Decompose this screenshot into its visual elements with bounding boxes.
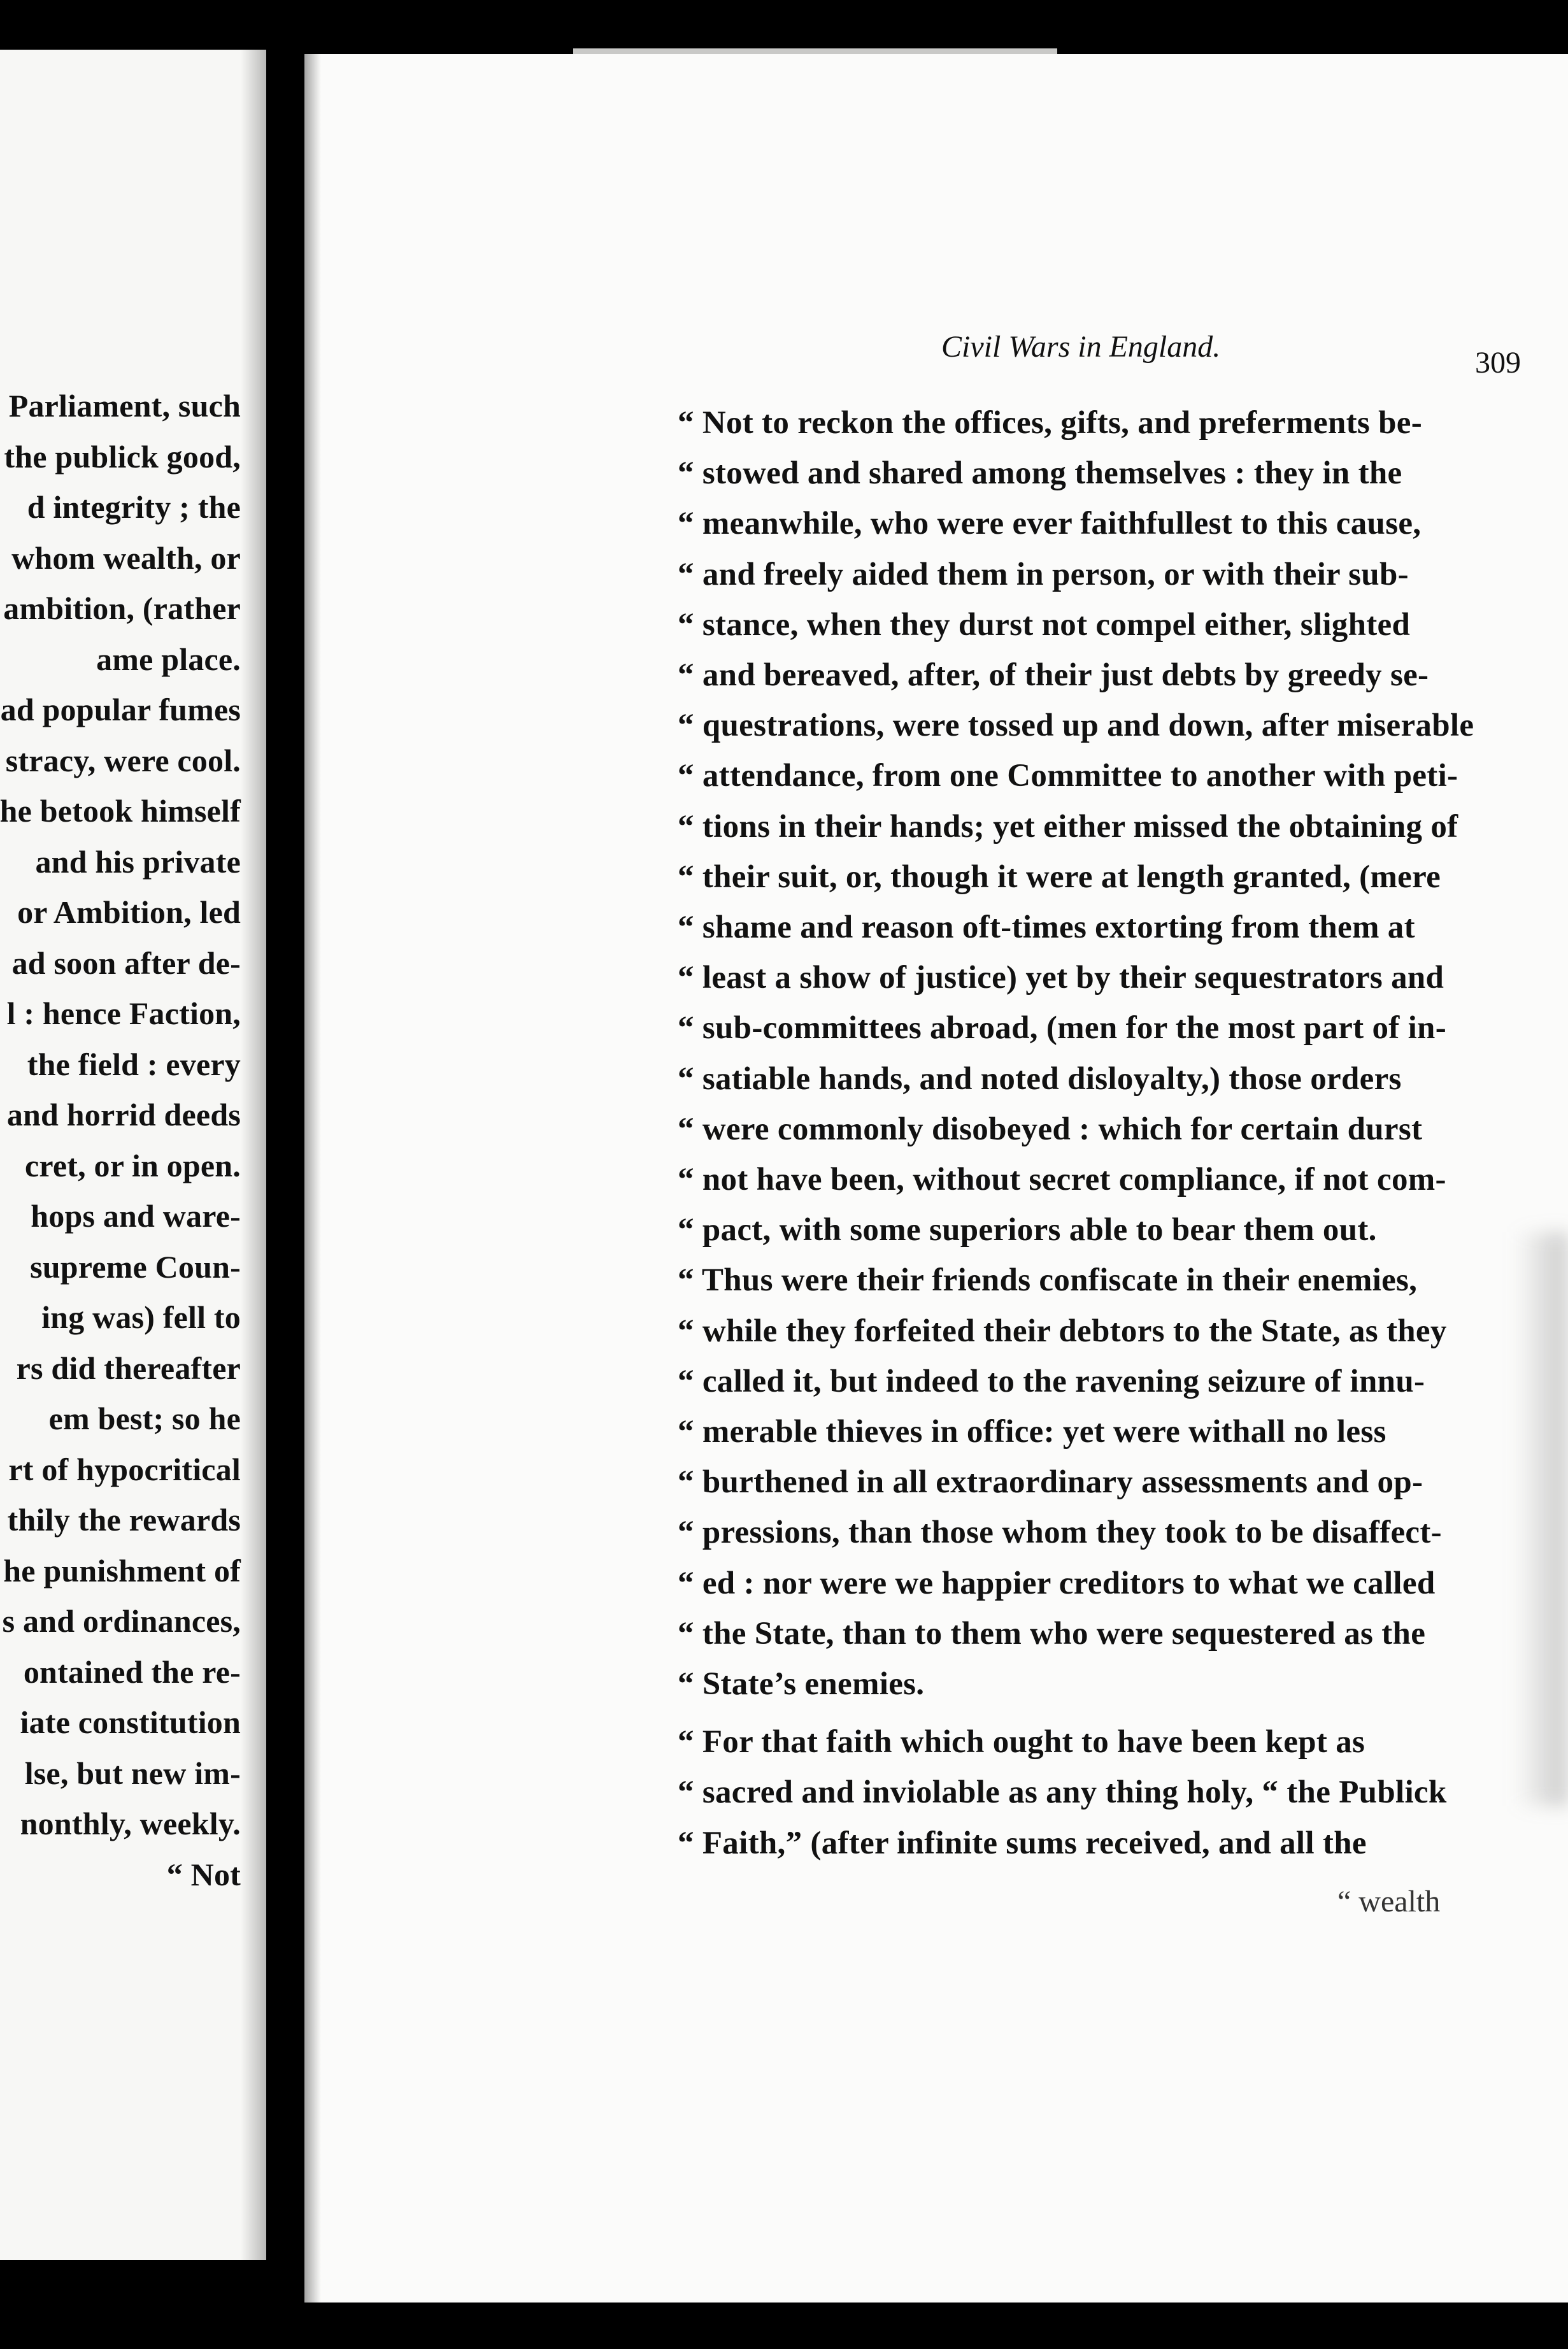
text-line: “ were commonly disobeyed : which for certain durst [678, 1111, 1423, 1147]
body-text [678, 398, 1474, 1869]
text-line: “ Thus were their friends confiscate in their enemies, [678, 1262, 1418, 1299]
text-line: “ pact, with some superiors able to bear them out. [678, 1212, 1377, 1248]
text-line: “ pressions, than those whom they took to be disaffect- [678, 1515, 1442, 1551]
left-text-line: d integrity ; the [27, 489, 241, 525]
running-head: Civil Wars in England. [941, 330, 1221, 364]
text-line: “ attendance, from one Committee to another with peti- [678, 758, 1458, 794]
text-line: “ meanwhile, who were ever faithfullest to this cause, [678, 506, 1422, 542]
page-stain [1515, 1232, 1568, 1806]
text-line: “ burthened in all extraordinary assessments and op- [678, 1464, 1423, 1501]
left-text-line: or Ambition, led [17, 894, 241, 930]
text-line: “ the State, than to them who were sequestered as the [678, 1615, 1426, 1652]
text-line: “ State’s enemies. [678, 1666, 925, 1703]
left-text-line: s and ordinances, [2, 1603, 241, 1639]
text-line: “ Not to reckon the offices, gifts, and preferments be- [678, 405, 1422, 441]
text-line: “ called it, but indeed to the ravening seizure of innu- [678, 1363, 1425, 1399]
text-line: “ satiable hands, and noted disloyalty,) those orders [678, 1060, 1402, 1097]
left-text-line: supreme Coun- [30, 1248, 241, 1285]
left-text-line: ambition, (rather [3, 590, 241, 626]
left-text-line: stracy, were cool. [5, 742, 241, 778]
left-text-line: ing was) fell to [41, 1299, 241, 1335]
text-line: “ least a show of justice) yet by their sequestrators and [678, 960, 1444, 996]
text-line: “ their suit, or, though it were at length granted, (mere [678, 859, 1441, 895]
text-line: “ sub-committees abroad, (men for the most part of in- [678, 1010, 1447, 1046]
left-text-line: he punishment of [3, 1552, 241, 1589]
left-text-line: ontained the re- [23, 1653, 241, 1690]
left-text-line: and horrid deeds [6, 1097, 241, 1132]
text-line: “ ed : nor were we happier creditors to what we called [678, 1565, 1436, 1601]
text-line: “ merable thieves in office: yet were withall no less [678, 1414, 1386, 1450]
text-line: “ sacred and inviolable as any thing holy, “ the Publick [678, 1774, 1447, 1811]
text-line: “ Faith,” (after infinite sums received, and all the [678, 1825, 1367, 1861]
text-line: “ and bereaved, after, of their just debts by greedy se- [678, 657, 1429, 694]
right-page [304, 54, 1568, 2303]
left-text-line: rt of hypocritical [8, 1451, 241, 1487]
left-text-line: cret, or in open. [24, 1147, 241, 1183]
catchword: “ wealth [1337, 1885, 1441, 1918]
text-line: “ and freely aided them in person, or with their sub- [678, 556, 1409, 592]
left-text-line: he betook himself [0, 793, 241, 829]
left-text-line: the publick good, [4, 438, 241, 475]
left-text-line: em best; so he [48, 1401, 241, 1436]
gutter-shadow [241, 50, 266, 2260]
text-line: “ questrations, were tossed up and down, after miserable [678, 708, 1474, 744]
text-line: “ shame and reason oft-times extorting from them at [678, 910, 1415, 946]
left-page [0, 50, 266, 2260]
left-text-line: l : hence Faction, [6, 996, 241, 1031]
left-text-line: Parliament, such [8, 388, 241, 424]
text-line: “ tions in their hands; yet either missed the obtaining of [678, 808, 1458, 845]
left-text-line: “ Not [166, 1856, 241, 1892]
left-text-line: ad soon after de- [11, 945, 241, 981]
left-text-line: iate constitution [20, 1704, 241, 1740]
left-text-line: the field : every [27, 1046, 241, 1082]
book-spine [266, 0, 306, 2349]
text-line: “ For that faith which ought to have been kept as [678, 1724, 1365, 1760]
text-line: “ not have been, without secret compliance, if not com- [678, 1162, 1446, 1198]
left-text-line: ad popular fumes [0, 692, 241, 727]
left-text-line: lse, but new im- [24, 1755, 241, 1791]
text-line: “ stance, when they durst not compel either, slighted [678, 606, 1411, 643]
page-edge-shadow [304, 54, 321, 2303]
page-number: 309 [1475, 346, 1521, 380]
left-text-line: and his private [35, 843, 241, 880]
left-text-line: rs did thereafter [16, 1350, 241, 1386]
text-line: “ stowed and shared among themselves : they in the [678, 455, 1402, 492]
left-page-text [0, 381, 241, 1900]
left-text-line: nonthly, weekly. [20, 1806, 241, 1841]
left-text-line: ame place. [96, 641, 241, 677]
left-text-line: thily the rewards [7, 1502, 241, 1538]
left-text-line: hops and ware- [31, 1198, 241, 1234]
text-line: “ while they forfeited their debtors to the State, as they [678, 1313, 1447, 1349]
left-text-line: whom wealth, or [11, 539, 241, 576]
